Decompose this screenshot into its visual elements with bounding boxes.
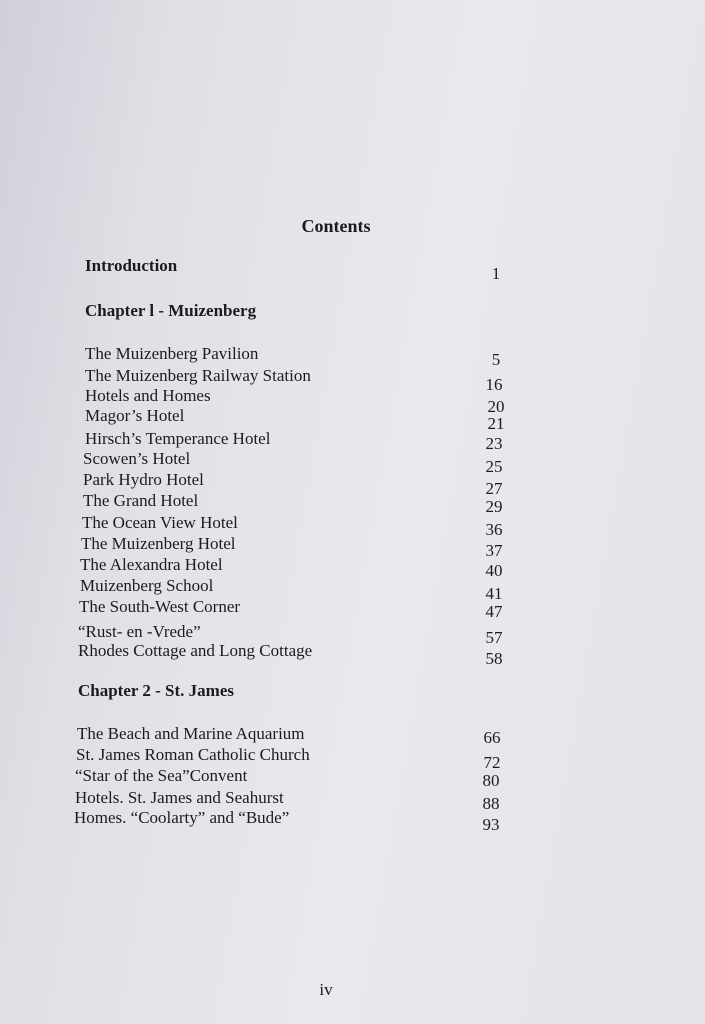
- toc-entry-label: The Muizenberg Pavilion: [85, 344, 259, 363]
- chapter-1-heading: Chapter l - Muizenberg: [85, 301, 257, 320]
- toc-entry-page-number: 21: [487, 414, 505, 433]
- toc-entry-page-number: 37: [485, 541, 503, 560]
- toc-entry-page-number: 5: [491, 350, 501, 369]
- toc-entry-label: “Star of the Sea”Convent: [75, 766, 248, 785]
- introduction-heading: Introduction: [85, 256, 178, 275]
- toc-entry-page-number: 36: [485, 520, 503, 539]
- toc-entry-page-number: 41: [485, 584, 503, 603]
- toc-entry-page-number: 57: [485, 628, 503, 647]
- toc-entry-label: The Muizenberg Hotel: [81, 534, 236, 553]
- toc-entry-page-number: 40: [485, 561, 503, 580]
- toc-entry-page-number: 47: [485, 602, 503, 621]
- toc-entry-page-number: 58: [485, 649, 503, 668]
- toc-entry-page-number: 80: [482, 771, 500, 790]
- page-folio: iv: [319, 980, 333, 999]
- toc-entry-page-number: 66: [483, 728, 501, 747]
- toc-entry-label: The Muizenberg Railway Station: [85, 366, 311, 385]
- toc-entry-label: Homes. “Coolarty” and “Bude”: [74, 808, 290, 827]
- toc-entry-label: “Rust- en -Vrede”: [78, 622, 201, 641]
- toc-entry-label: Park Hydro Hotel: [83, 470, 204, 489]
- toc-entry-label: The Alexandra Hotel: [80, 555, 223, 574]
- toc-entry-label: Magor’s Hotel: [85, 406, 185, 425]
- toc-entry-page-number: 27: [485, 479, 503, 498]
- toc-entry-page-number: 88: [482, 794, 500, 813]
- toc-entry-label: Hotels. St. James and Seahurst: [75, 788, 284, 807]
- toc-entry-label: St. James Roman Catholic Church: [76, 745, 310, 764]
- toc-entry-label: The South-West Corner: [79, 597, 241, 616]
- chapter-2-heading: Chapter 2 - St. James: [78, 681, 234, 700]
- toc-entry-page-number: 93: [482, 815, 500, 834]
- toc-entry-page-number: 20: [487, 397, 505, 416]
- toc-entry-label: The Grand Hotel: [83, 491, 199, 510]
- toc-entry-page-number: 72: [483, 753, 501, 772]
- toc-entry-page-number: 25: [485, 457, 503, 476]
- introduction-page-number: 1: [491, 264, 501, 283]
- toc-entry-label: The Ocean View Hotel: [82, 513, 238, 532]
- toc-entry-label: Rhodes Cottage and Long Cottage: [78, 641, 313, 660]
- toc-entry-page-number: 16: [485, 375, 503, 394]
- toc-entry-label: Hirsch’s Temperance Hotel: [85, 429, 271, 448]
- toc-entry-label: Muizenberg School: [80, 576, 214, 595]
- toc-entry-label: Scowen’s Hotel: [83, 449, 191, 468]
- toc-entry-label: The Beach and Marine Aquarium: [77, 724, 305, 743]
- toc-entry-page-number: 29: [485, 497, 503, 516]
- toc-entry-label: Hotels and Homes: [85, 386, 211, 405]
- toc-entry-page-number: 23: [485, 434, 503, 453]
- page-title: Contents: [301, 216, 371, 236]
